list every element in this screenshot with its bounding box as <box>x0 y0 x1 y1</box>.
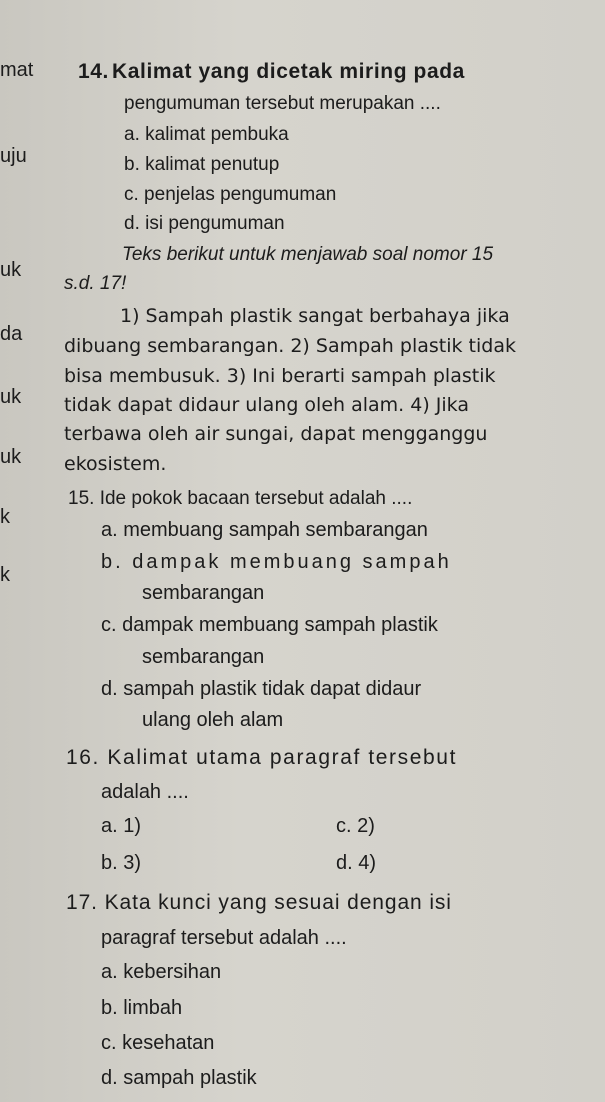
passage-line: dibuang sembarangan. 2) Sampah plastik tidak <box>64 335 516 357</box>
passage-line: 1) Sampah plastik sangat berbahaya jika <box>120 305 510 327</box>
passage-line: ekosistem. <box>64 453 167 475</box>
q14-stem: Kalimat yang dicetak miring pada <box>112 60 465 83</box>
q14-option-a: a. kalimat pembuka <box>124 124 289 145</box>
margin-fragment: da <box>0 323 23 345</box>
q17-option-a: a. kebersihan <box>101 961 222 983</box>
q16-option-a: a. 1) <box>101 815 142 837</box>
q14-option-c: c. penjelas pengumuman <box>124 184 337 205</box>
margin-fragment: uk <box>0 386 22 408</box>
q17-option-d: d. sampah plastik <box>101 1067 257 1089</box>
q16-option-d: d. 4) <box>336 852 377 874</box>
q16-stem-cont: adalah .... <box>101 781 189 803</box>
margin-fragment: k <box>0 564 10 586</box>
passage-line: terbawa oleh air sungai, dapat mengganggu <box>64 423 488 445</box>
margin-fragment: k <box>0 506 10 528</box>
q16-option-c: c. 2) <box>336 815 375 837</box>
instruction-line-2: s.d. 17! <box>64 273 127 294</box>
q17-option-b: b. limbah <box>101 997 183 1019</box>
q15-stem: 15. Ide pokok bacaan tersebut adalah .... <box>68 488 413 509</box>
passage-line: bisa membusuk. 3) Ini berarti sampah plastik <box>64 365 496 387</box>
q14-option-b: b. kalimat penutup <box>124 154 280 175</box>
margin-fragment: mat <box>0 59 34 81</box>
margin-fragment: uju <box>0 145 27 167</box>
q15-option-b-cont: sembarangan <box>142 582 265 604</box>
margin-fragment: uk <box>0 446 22 468</box>
q14-stem-cont: pengumuman tersebut merupakan .... <box>124 93 441 114</box>
instruction-line-1: Teks berikut untuk menjawab soal nomor 15 <box>122 244 494 265</box>
q15-option-c: c. dampak membuang sampah plastik <box>101 614 438 636</box>
q15-option-b: b. dampak membuang sampah <box>101 551 452 573</box>
q16-stem: 16. Kalimat utama paragraf tersebut <box>66 746 458 769</box>
q15-option-d: d. sampah plastik tidak dapat didaur <box>101 678 422 700</box>
q16-option-b: b. 3) <box>101 852 142 874</box>
q17-stem: 17. Kata kunci yang sesuai dengan isi <box>66 891 452 914</box>
q14-option-d: d. isi pengumuman <box>124 213 285 234</box>
q15-option-d-cont: ulang oleh alam <box>142 709 284 731</box>
q17-stem-cont: paragraf tersebut adalah .... <box>101 927 347 949</box>
q15-option-c-cont: sembarangan <box>142 646 265 668</box>
q15-option-a: a. membuang sampah sembarangan <box>101 519 428 541</box>
q14-number: 14. <box>78 60 109 83</box>
q17-option-c: c. kesehatan <box>101 1032 215 1054</box>
passage-line: tidak dapat didaur ulang oleh alam. 4) Jika <box>64 394 469 416</box>
margin-fragment: uk <box>0 259 22 281</box>
